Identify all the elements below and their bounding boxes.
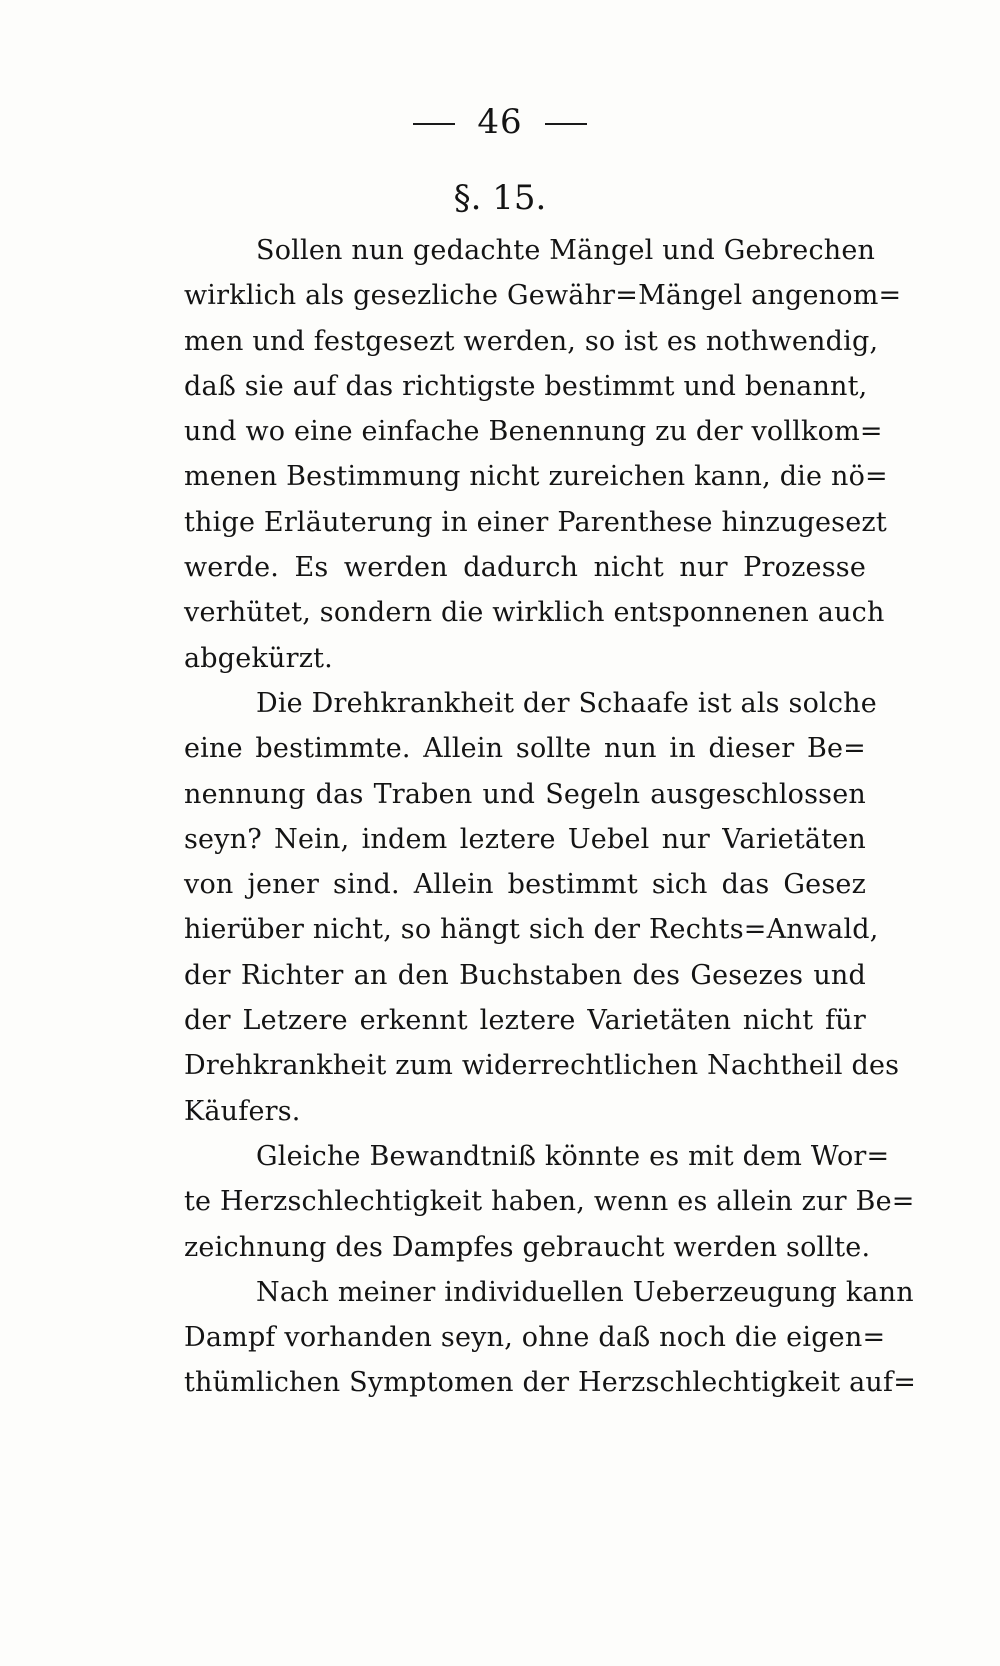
paragraph-4 — [184, 1270, 917, 1406]
text-line: men und festgesezt werden, so ist es nothwendig, — [184, 325, 879, 357]
text-line: Käufers. — [184, 1095, 301, 1127]
text-line: Sollen nun gedachte Mängel und Gebrechen — [256, 235, 876, 266]
text-line: Dampf vorhanden seyn, ohne daß noch die eigen= — [184, 1322, 886, 1354]
left-dash — [413, 123, 455, 125]
text-line: thümlichen Symptomen der Herzschlechtigkeit auf= — [184, 1367, 917, 1399]
text-line: Die Drehkrankheit der Schaafe ist als solche — [256, 687, 877, 719]
text-line: der Letzere erkennt leztere Varietäten nicht für — [184, 1005, 866, 1037]
page-header — [0, 102, 1000, 142]
text-line: seyn? Nein, indem leztere Uebel nur Varietäten — [184, 823, 866, 855]
text-line: und wo eine einfache Benennung zu der vollkom= — [184, 416, 883, 448]
paragraph-3 — [184, 1134, 915, 1270]
text-line: te Herzschlechtigkeit haben, wenn es allein zur Be= — [184, 1186, 915, 1218]
text-line: der Richter an den Buchstaben des Gesezes und — [184, 959, 866, 991]
text-line: abgekürzt. — [184, 642, 333, 674]
text-line: nennung das Traben und Segeln ausgeschlossen — [184, 778, 866, 810]
page-number: 46 — [477, 102, 523, 142]
text-line: werde. Es werden dadurch nicht nur Prozesse — [184, 552, 866, 584]
right-dash — [545, 123, 587, 125]
text-line: verhütet, sondern die wirklich entsponnenen auch — [184, 597, 885, 629]
body-text — [184, 228, 917, 1406]
text-line: eine bestimmte. Allein sollte nun in dieser Be= — [184, 733, 866, 765]
text-line: daß sie auf das richtigste bestimmt und benannt, — [184, 370, 868, 402]
text-line: zeichnung des Dampfes gebraucht werden sollte. — [184, 1231, 871, 1263]
section-heading: §. 15. — [453, 178, 547, 218]
text-line: Nach meiner individuellen Ueberzeugung kann — [256, 1276, 914, 1308]
text-line: hierüber nicht, so hängt sich der Rechts=Anwald, — [184, 914, 879, 946]
paragraph-1 — [184, 228, 902, 681]
text-line: wirklich als gesezliche Gewähr=Mängel angenom= — [184, 280, 902, 312]
text-line: Gleiche Bewandtniß könnte es mit dem Wor= — [256, 1140, 890, 1172]
text-line: thige Erläuterung in einer Parenthese hinzugesezt — [184, 506, 887, 538]
text-line: von jener sind. Allein bestimmt sich das Gesez — [184, 869, 866, 901]
paragraph-2 — [184, 681, 900, 1134]
text-line: menen Bestimmung nicht zureichen kann, die nö= — [184, 461, 888, 493]
text-line: Drehkrankheit zum widerrechtlichen Nachtheil des — [184, 1050, 900, 1082]
